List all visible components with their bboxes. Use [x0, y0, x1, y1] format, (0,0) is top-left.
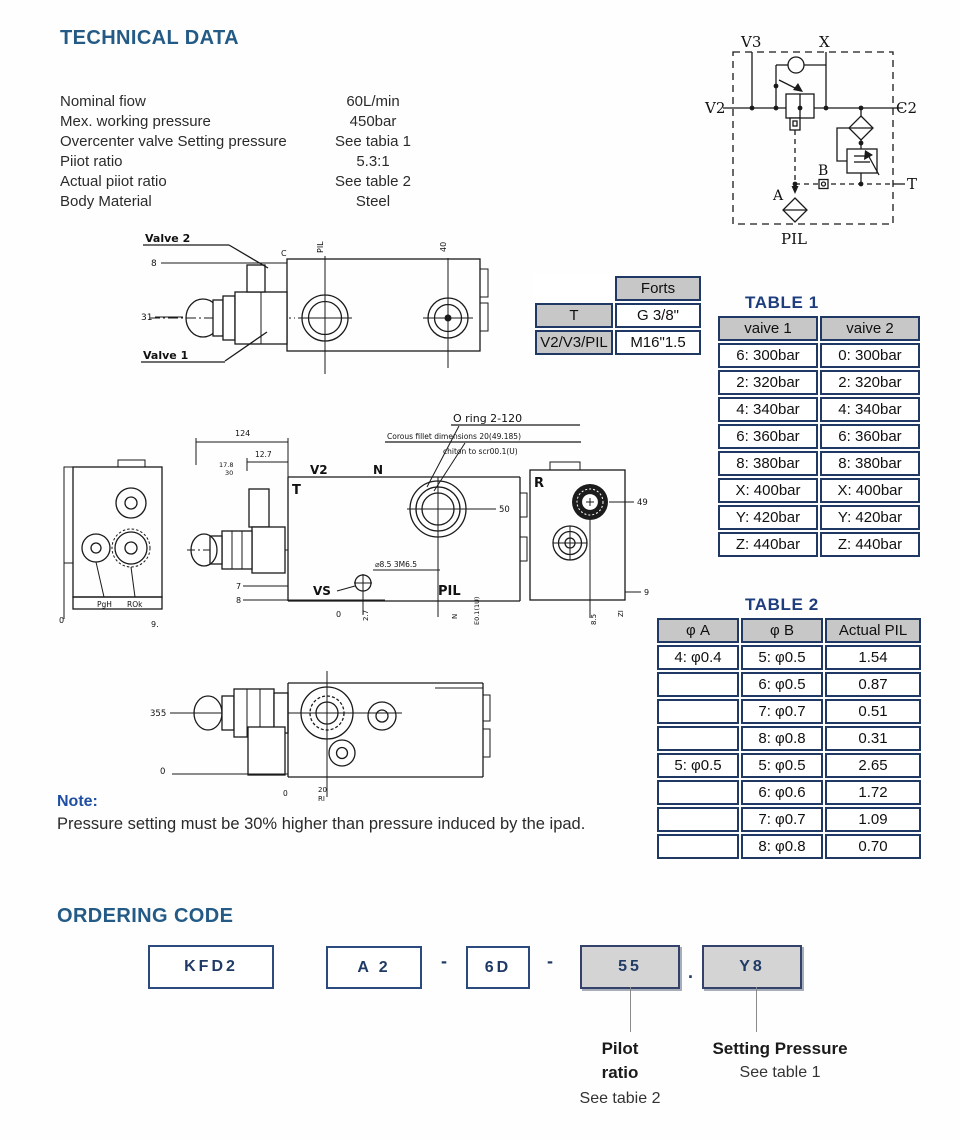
port-label-vs: VS [313, 584, 331, 598]
table1-cell: Y: 420bar [718, 505, 818, 530]
table2-cell [657, 780, 739, 805]
dim-zero-mid: 0 [336, 610, 342, 619]
table2-cell: 0.70 [825, 834, 921, 859]
table2-header-phib: φ B [741, 618, 823, 643]
table1-cell: 6: 360bar [820, 424, 920, 449]
table2-title: TABLE 2 [745, 595, 819, 614]
valve-side-view-drawing [55, 228, 525, 400]
table2-cell: 1.72 [825, 780, 921, 805]
table1-cell: Y: 420bar [820, 505, 920, 530]
table1-cell: X: 400bar [820, 478, 920, 503]
dim-8: 8 [236, 596, 242, 605]
ports-table-header: Forts [615, 276, 701, 301]
dim-zero-2: 0 [283, 789, 288, 798]
dim-178: 17.8 [219, 461, 234, 469]
table1-cell: 4: 340bar [820, 397, 920, 422]
valve-plan-view-drawing [90, 665, 510, 817]
dim-30: 30 [225, 469, 234, 477]
ports-table-size-t: G 3/8" [615, 303, 701, 328]
table2-cell: 6: φ0.6 [741, 780, 823, 805]
callout-oring: O ring 2-120 [453, 412, 523, 425]
table2-cell: 0.51 [825, 699, 921, 724]
schematic-label-v3: V3 [741, 33, 762, 51]
drawing-dim-31: 31 [141, 313, 153, 323]
ports-table-blank-cell [535, 276, 613, 301]
dim-zi-rotated: ZI [617, 610, 625, 617]
dim-50: 50 [499, 505, 510, 515]
pilot-ratio-label-line1: Pilot [601, 1039, 639, 1058]
table2-cell [657, 699, 739, 724]
spec-value-pilot-ratio: 5.3:1 [356, 153, 390, 170]
spec-label-body-material: Body Material [60, 193, 152, 210]
port-label-n: N [373, 463, 384, 477]
technical-data-title: TECHNICAL DATA [60, 27, 239, 49]
schematic-label-v2: V2 [705, 99, 726, 117]
dim-e-rotated: E0.1(1U) [473, 596, 481, 625]
ordering-box-6d: 6D [466, 946, 530, 989]
schematic-label-a: A [773, 188, 784, 204]
dim-nine: 9. [151, 620, 159, 629]
port-label-pgh: PgH [97, 600, 112, 609]
dim-124: 124 [235, 429, 251, 438]
table2-cell: 0.87 [825, 672, 921, 697]
dim-vs: ⌀8.5 3M6.5 [375, 560, 417, 569]
drawing-dim-8: 8 [151, 259, 157, 269]
ordering-code-title: ORDERING CODE [57, 905, 234, 927]
schematic-label-b: B [818, 163, 829, 179]
spec-value-nominal-flow: 60L/min [346, 93, 400, 110]
drawing-label-valve2: Valve 2 [145, 232, 191, 245]
spec-label-pilot-ratio: Piiot ratio [60, 153, 123, 170]
table1-header-valve2: vaive 2 [820, 316, 920, 341]
ports-table [533, 274, 703, 357]
dim-zero-1: 0 [160, 767, 166, 777]
ordering-separator-2: - [547, 951, 553, 971]
spec-value-actual-pilot-ratio: See table 2 [335, 173, 411, 190]
table1-cell: Z: 440bar [820, 532, 920, 557]
ordering-box-kfd2: KFD2 [148, 945, 274, 989]
schematic-label-t: T [907, 175, 918, 193]
dim-355: 355 [150, 709, 167, 719]
drawing-label-40-rotated: 40 [439, 241, 448, 252]
table2-header-actual-pil: Actual PIL [825, 618, 921, 643]
setting-pressure-see-table1: See table 1 [739, 1064, 821, 1081]
spec-value-max-pressure: 450bar [349, 113, 397, 130]
dim-n-rotated: N [451, 613, 459, 619]
spec-value-setting-pressure: See tabia 1 [335, 133, 411, 150]
dim-20: 20 [318, 786, 327, 794]
table2 [655, 616, 923, 861]
table2-cell: 6: φ0.5 [741, 672, 823, 697]
ordering-box-55: 55 [580, 945, 680, 989]
setting-pressure-connector-line [756, 987, 757, 1032]
pilot-ratio-see-table2: See tabie 2 [579, 1090, 661, 1107]
table2-cell: 5: φ0.5 [741, 753, 823, 778]
port-label-rok: ROk [127, 600, 143, 609]
table1-cell: 0: 300bar [820, 343, 920, 368]
port-label-t: T [292, 483, 301, 498]
port-label-r: R [534, 476, 545, 491]
ports-table-port-v: V2/V3/PIL [535, 330, 613, 355]
table1-cell: 6: 360bar [718, 424, 818, 449]
table2-cell: 2.65 [825, 753, 921, 778]
table2-cell: 8: φ0.8 [741, 834, 823, 859]
table2-cell: 1.09 [825, 807, 921, 832]
dim-49: 49 [637, 498, 648, 508]
table1-cell: 2: 320bar [718, 370, 818, 395]
table1-cell: 8: 380bar [820, 451, 920, 476]
table2-cell [657, 834, 739, 859]
hydraulic-schematic [693, 22, 960, 250]
ordering-separator-3: . [688, 962, 694, 982]
ordering-separator-1: - [441, 951, 447, 971]
valve-section-views-drawing [55, 405, 667, 667]
note-label: Note: [57, 793, 98, 810]
schematic-label-pil: PIL [781, 230, 807, 248]
table1-cell: X: 400bar [718, 478, 818, 503]
dim-85-rotated: 8.5 [590, 613, 598, 625]
ports-table-size-v: M16"1.5 [615, 330, 701, 355]
pilot-ratio-connector-line [630, 987, 631, 1032]
table2-header-phia: φ A [657, 618, 739, 643]
table1-title: TABLE 1 [745, 293, 819, 312]
dim-ri: RI [318, 795, 325, 803]
spec-label-max-pressure: Mex. working pressure [60, 113, 211, 130]
ordering-box-a2: A 2 [326, 946, 422, 989]
ports-table-port-t: T [535, 303, 613, 328]
table1-cell: 2: 320bar [820, 370, 920, 395]
table1-header-valve1: vaive 1 [718, 316, 818, 341]
table1 [716, 314, 922, 559]
dim-127: 12.7 [255, 450, 272, 459]
callout-fillet: Corous fillet dimensions 20(49.185) [387, 432, 521, 441]
spec-value-body-material: Steel [355, 193, 391, 210]
spec-label-actual-pilot-ratio: Actual piiot ratio [60, 173, 167, 190]
table2-cell: 5: φ0.5 [657, 753, 739, 778]
table2-cell: 4: φ0.4 [657, 645, 739, 670]
table2-cell: 1.54 [825, 645, 921, 670]
table1-cell: 4: 340bar [718, 397, 818, 422]
drawing-label-valve1: Valve 1 [143, 349, 189, 362]
ordering-box-y8: Y8 [702, 945, 802, 989]
table2-cell [657, 672, 739, 697]
table2-cell: 0.31 [825, 726, 921, 751]
table2-cell: 7: φ0.7 [741, 699, 823, 724]
spec-label-nominal-flow: Nominal fiow [60, 93, 146, 110]
table2-cell [657, 726, 739, 751]
table2-cell: 5: φ0.5 [741, 645, 823, 670]
callout-chiton: chiton to scr00.1(U) [443, 447, 518, 456]
setting-pressure-label: Setting Pressure [712, 1039, 848, 1058]
port-label-v2: V2 [310, 463, 328, 477]
pilot-ratio-label-line2: ratio [601, 1063, 639, 1082]
dim-9: 9 [644, 588, 650, 597]
table1-cell: 8: 380bar [718, 451, 818, 476]
table1-cell: 6: 300bar [718, 343, 818, 368]
drawing-label-pil-rotated: PIL [316, 241, 325, 253]
spec-label-setting-pressure: Overcenter valve Setting pressure [60, 133, 287, 150]
table1-cell: Z: 440bar [718, 532, 818, 557]
dim-27-rotated: 2.7 [362, 609, 370, 621]
schematic-label-x: X [819, 33, 830, 51]
table2-cell: 7: φ0.7 [741, 807, 823, 832]
port-label-pil: PIL [438, 584, 461, 599]
note-text: Pressure setting must be 30% higher than pressure induced by the ipad. [57, 815, 586, 833]
dim-7: 7 [236, 582, 242, 591]
dim-zero-left: 0 [59, 616, 65, 625]
table2-cell: 8: φ0.8 [741, 726, 823, 751]
schematic-label-c2: C2 [896, 99, 918, 117]
drawing-label-c: C [281, 249, 287, 258]
